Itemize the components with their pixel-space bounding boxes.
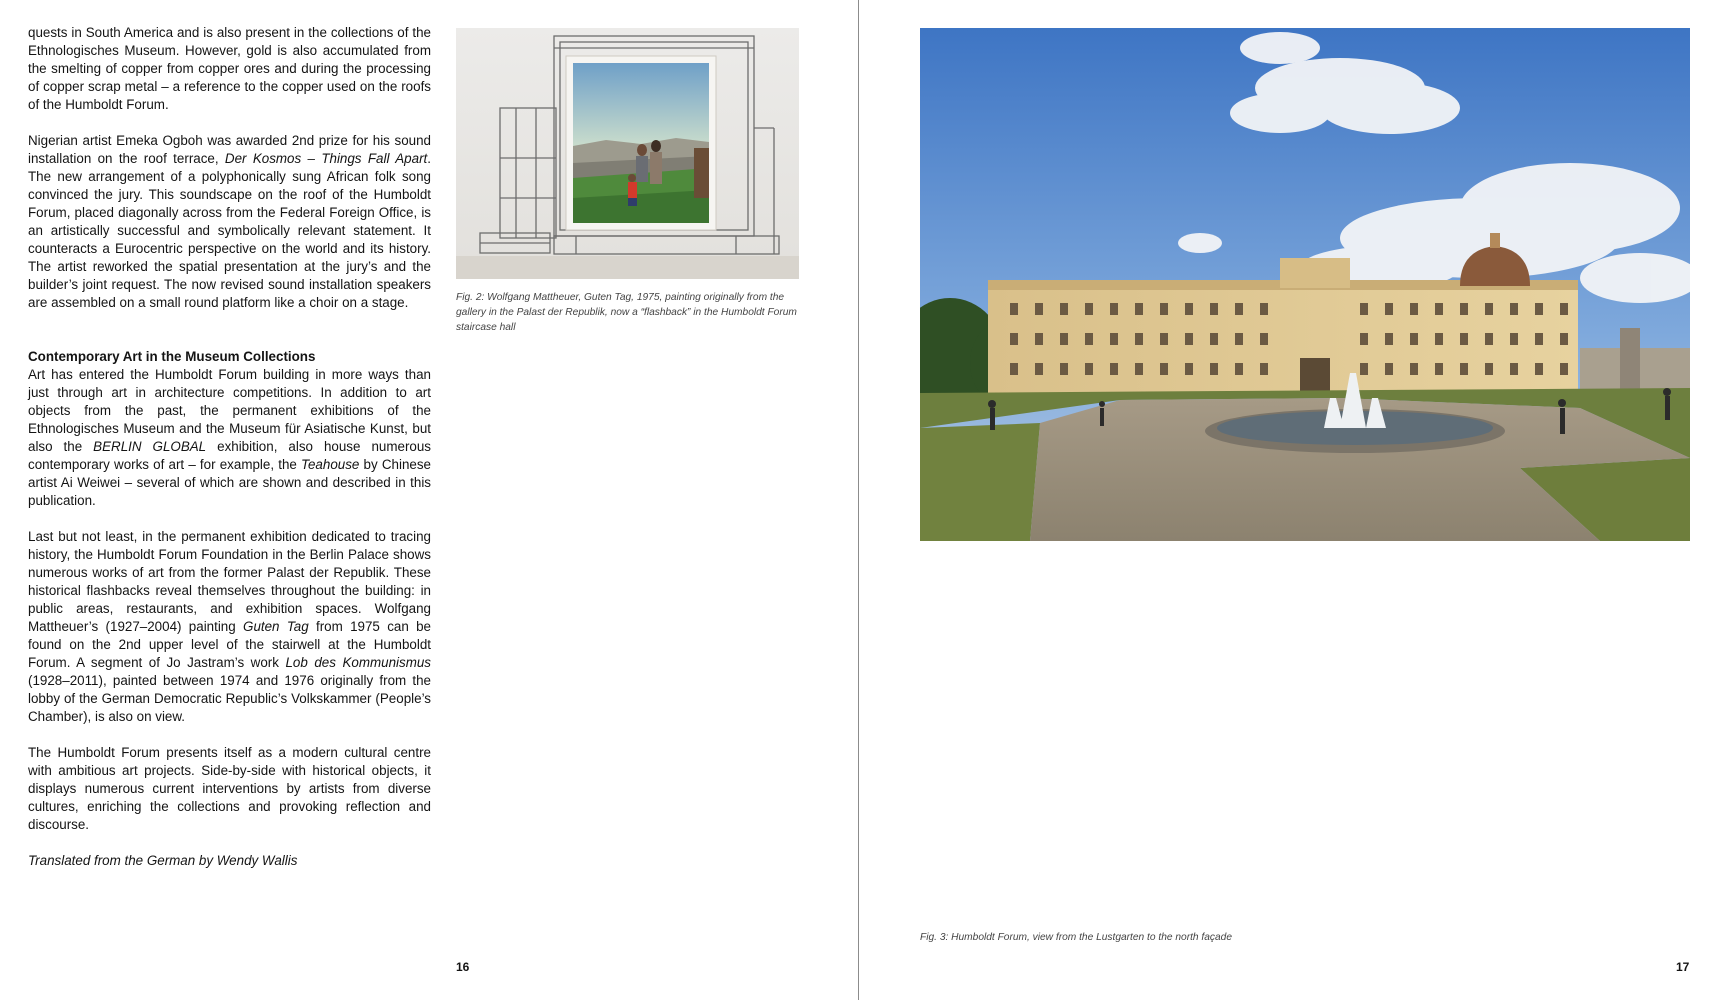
- section-heading: Contemporary Art in the Museum Collections: [28, 349, 316, 364]
- paragraph-collections-text-c: by Chinese artist Ai Weiwei – several of which are shown and described in this publication.: [28, 457, 431, 508]
- artwork-title-teahouse: Teahouse: [301, 457, 360, 472]
- figure-3-caption: Fig. 3: Humboldt Forum, view from the Lustgarten to the north façade: [920, 932, 1233, 943]
- paragraph-collections-text-a: Art has entered the Humboldt Forum building in more ways than just through art in architecture competitions. In addition to art objects from the past, the permanent exhibitions of the Ethnologisches Museum and the Museum für Asiatische Kunst, but also the: [28, 367, 431, 454]
- page-gutter: [858, 0, 859, 1000]
- artwork-title-guten-tag: Guten Tag: [243, 619, 309, 634]
- paragraph-collections: [28, 366, 431, 510]
- paragraph-conclusion-text: The Humboldt Forum presents itself as a modern cultural centre with ambitious art projects. Side-by-side with historical objects, it displays numerous current interventions by artists from diverse cultures, enriching the collections and provoking reflection and discourse.: [28, 745, 431, 832]
- exhibition-title-berlin-global: BERLIN GLOBAL: [93, 439, 207, 454]
- paragraph-gold-text: quests in South America and is also present in the collections of the Ethnologisches Museum. However, gold is also accumulated from the smelting of copper from copper ores and during the processing of copper scrap metal – a reference to the copper used on the roofs of the Humboldt Forum.: [28, 25, 431, 112]
- translator-credit: [28, 852, 431, 870]
- paragraph-ogboh: [28, 132, 431, 312]
- paragraph-conclusion: [28, 744, 431, 834]
- paragraph-flashbacks-text-a: Last but not least, in the permanent exhibition dedicated to tracing history, the Humboldt Forum Foundation in the Berlin Palace shows numerous works of art from the former Palast der Republik. These historical flashbacks reveal themselves throughout the building: in public areas, restaurants, and exhibition spaces. Wolfgang Mattheuer’s (1927–2004) painting: [28, 529, 431, 634]
- paragraph-gold: [28, 24, 431, 114]
- figure-3-illustration: [920, 28, 1690, 541]
- paragraph-collections-text-b: exhibition, also house numerous contemporary works of art – for example, the: [28, 439, 431, 472]
- paragraph-flashbacks-text-b: from 1975 can be found on the 2nd upper level of the stairwell at the Humboldt Forum. A segment of Jo Jastram’s work: [28, 619, 431, 670]
- paragraph-flashbacks-text-c: (1928–2011), painted between 1974 and 1976 originally from the lobby of the German Democratic Republic’s Volkskammer (People’s Chamber), is also on view.: [28, 673, 431, 724]
- right-page: [860, 0, 1714, 1000]
- figure-3-photo: [920, 28, 1690, 541]
- paragraph-ogboh-text-a: Nigerian artist Emeka Ogboh was awarded 2nd prize for his sound installation on the roof terrace,: [28, 133, 431, 166]
- page-number-right: 17: [1676, 960, 1690, 974]
- artwork-title-lob-des-kommunismus: Lob des Kommunismus: [285, 655, 431, 670]
- figure-2-caption: Fig. 2: Wolfgang Mattheuer, Guten Tag, 1975, painting originally from the gallery in the Palast der Republik, now a “flashback” in the Humboldt Forum staircase hall: [456, 292, 797, 333]
- figure-2-photo: [456, 28, 799, 279]
- translator-credit-text: Translated from the German by Wendy Wallis: [28, 853, 298, 868]
- body-text-column: [28, 24, 431, 888]
- figure-2-illustration: [456, 28, 799, 279]
- page-number-left: 16: [456, 960, 470, 974]
- artwork-title-der-kosmos: Der Kosmos – Things Fall Apart: [224, 151, 428, 166]
- paragraph-flashbacks: [28, 528, 431, 726]
- paragraph-ogboh-text-b: . The new arrangement of a polyphonically sung African folk song convinced the jury. This soundscape on the roof of the Humboldt Forum, placed diagonally across from the Federal Foreign Office, is an artistically successful and symbolically relevant statement. It counteracts a Eurocentric perspective on the world and its history. The artist reworked the spatial presentation at the jury’s and the builder’s joint request. The now revised sound installation speakers are assembled on a small round platform like a choir on a stage.: [28, 151, 431, 310]
